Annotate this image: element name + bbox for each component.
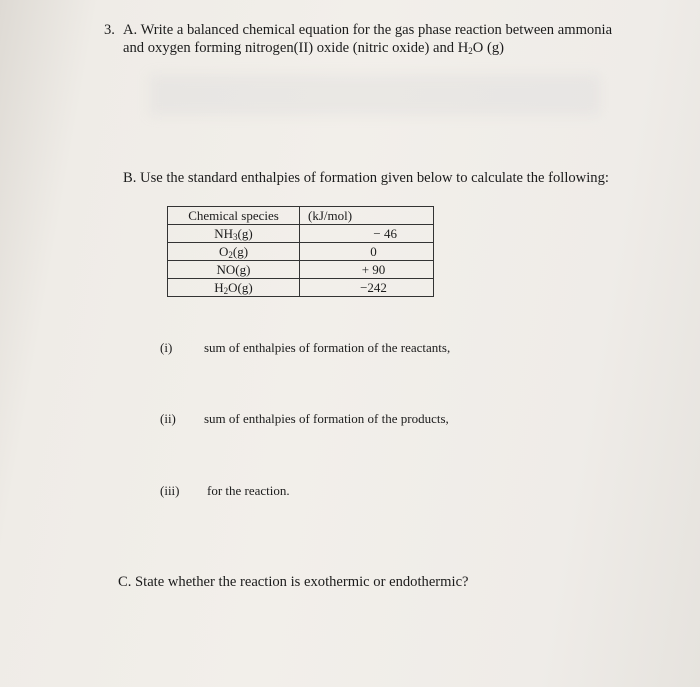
species-cell (168, 225, 300, 243)
table-row (168, 279, 434, 297)
part-a-line-1: A. Write a balanced chemical equation for the gas phase reaction between ammonia (123, 22, 613, 38)
table-row (168, 243, 434, 261)
species-text: NH (214, 226, 234, 241)
water-subscript: 2 (468, 46, 473, 56)
part-a-line-2 (123, 39, 504, 57)
enthalpy-value: 0 (300, 243, 434, 261)
subpart-i-text: sum of enthalpies of formation of the reactants, (204, 340, 451, 355)
subpart-iii-label: (iii) (160, 483, 180, 498)
part-a-line-2-text: and oxygen forming nitrogen(II) oxide (nitric oxide) and H (123, 40, 469, 56)
part-c-question: C. State whether the reaction is exothermic or endothermic? (118, 574, 469, 590)
table-header-row (168, 207, 434, 225)
table-row (168, 261, 434, 279)
question-number: 3. (104, 22, 115, 38)
species-state: (g) (237, 226, 253, 241)
species-text: H (214, 280, 224, 295)
table-header-units: (kJ/mol) (300, 207, 434, 225)
enthalpy-value: − 46 (300, 225, 434, 243)
enthalpy-value: −242 (300, 279, 434, 297)
species-cell (168, 243, 300, 261)
subpart-i-label: (i) (160, 340, 173, 355)
part-b-instruction: B. Use the standard enthalpies of formation given below to calculate the following: (123, 170, 609, 186)
enthalpy-value: + 90 (300, 261, 434, 279)
species-cell (168, 279, 300, 297)
species-state: (g) (232, 244, 249, 259)
show-through-smudge (150, 75, 600, 115)
species-subscript: 3 (233, 232, 238, 242)
enthalpy-table (167, 206, 434, 297)
species-text: NO(g) (216, 262, 251, 277)
subpart-ii-label: (ii) (160, 411, 176, 426)
table-row (168, 225, 434, 243)
part-a-line-2-end: O (g) (472, 40, 505, 56)
subpart-ii-text: sum of enthalpies of formation of the products, (204, 411, 449, 426)
species-subscript: 2 (228, 250, 233, 260)
table-header-species: Chemical species (168, 207, 300, 225)
species-cell (168, 261, 300, 279)
species-state: O(g) (228, 280, 253, 295)
species-subscript: 2 (223, 286, 229, 296)
species-text: O (218, 244, 229, 259)
subpart-iii-text: for the reaction. (207, 483, 290, 498)
